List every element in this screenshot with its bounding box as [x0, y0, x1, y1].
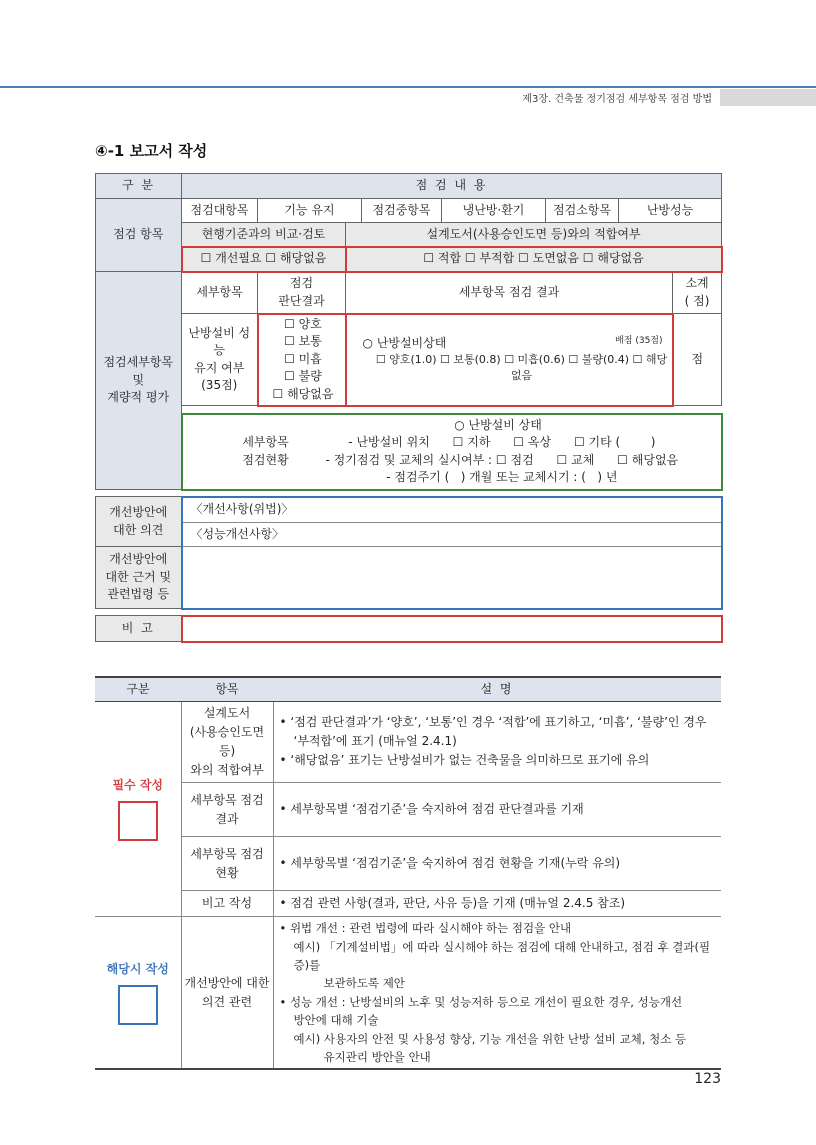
- check-item-label: 점검 항목: [96, 199, 182, 272]
- remark-label: 비 고: [96, 616, 182, 642]
- judge-header: 점검 판단결과: [258, 272, 346, 314]
- eval-label: 점검세부항목 및 계량적 평가: [96, 272, 182, 490]
- desc-row-text: • 세부항목별 ‘점검기준’을 숙지하여 점검 현황을 기재(누락 유의): [273, 837, 721, 891]
- desc-row-item: 설계도서 (사용승인도면 등) 와의 적합여부: [181, 701, 273, 783]
- gubun-header: 구 분: [96, 174, 182, 199]
- compare-checkboxes[interactable]: ☐ 개선필요 ☐ 해당없음: [182, 247, 346, 272]
- opinion-violation-field[interactable]: 〈개선사항(위법)〉: [182, 497, 722, 523]
- desc-item-header: 항목: [181, 677, 273, 701]
- minor-item-value: 난방성능: [619, 199, 722, 223]
- middle-item-value: 냉난방·환기: [442, 199, 546, 223]
- desc-row-text: • ‘점검 판단결과’가 ‘양호’, ‘보통’인 경우 ‘적합’에 표기하고, ‘미흡’, ‘불량’인 경우 ‘부적합’에 표기 (매뉴얼 2.4.1) • ‘해당없음’ 표기는 난방설비가 없는 건축물을 의미하므로 표기에 유의: [273, 701, 721, 783]
- sub-item-name: 난방설비 성능 유지 여부 (35점): [182, 314, 258, 406]
- blue-box-icon: [118, 985, 158, 1025]
- minor-item-label: 점검소항목: [546, 199, 619, 223]
- description-table: [95, 676, 721, 1070]
- status-label: 세부항목 점검현황: [242, 435, 289, 467]
- judge-checkboxes[interactable]: ☐ 양호 ☐ 보통 ☐ 미흡 ☐ 불량 ☐ 해당없음: [258, 314, 346, 406]
- content-header: 점 검 내 용: [182, 174, 722, 199]
- section-title: ④-1 보고서 작성: [95, 142, 208, 160]
- required-legend: 필수 작성: [95, 701, 181, 917]
- design-label: 설계도서(사용승인도면 등)와의 적합여부: [346, 223, 722, 247]
- opinion-performance-field[interactable]: 〈성능개선사항〉: [182, 523, 722, 547]
- desc-row-text: • 위법 개선 : 관련 법령에 따라 실시해야 하는 점검을 안내 예시) 「기계설비법」에 따라 실시해야 하는 점검에 대해 안내하고, 점검 후 결과(필증)를 보관하도록 제안 • 성능 개선 : 난방설비의 노후 및 성능저하 등으로 개선이 필요한 경우, 성능개선 방안에 대해 기술 예시) 사용자의 안전 및 사용성 향상, 기능 개선을 위한 난방 설비 교체, 청소 등 유지관리 방안을 안내: [273, 917, 721, 1070]
- middle-item-label: 점검중항목: [362, 199, 442, 223]
- subtotal-header: 소계 ( 점): [673, 272, 722, 314]
- heating-condition-cell[interactable]: [346, 314, 673, 406]
- desc-row-item: 세부항목 점검 현황: [181, 837, 273, 891]
- chapter-title: 제3장. 건축물 정기점검 세부항목 점검 방법: [522, 94, 712, 105]
- compare-label: 현행기준과의 비교·검토: [182, 223, 346, 247]
- condition-title: ○ 난방설비상태: [362, 335, 447, 350]
- desc-row-text: • 점검 관련 사항(결과, 판단, 사유 등)을 기재 (매뉴얼 2.4.5 참조): [273, 891, 721, 917]
- condition-score: 배점 (35점): [615, 335, 663, 346]
- desc-row-item: 비고 작성: [181, 891, 273, 917]
- design-checkboxes[interactable]: ☐ 적합 ☐ 부적합 ☐ 도면없음 ☐ 해당없음: [346, 247, 722, 272]
- desc-row-item: 세부항목 점검 결과: [181, 783, 273, 837]
- red-box-icon: [118, 801, 158, 841]
- status-cell[interactable]: 세부항목 점검현황 ○ 난방설비 상태 - 난방설비 위치 ☐ 지하 ☐ 옥상 ☐ 기타 ( ) - 정기점검 및 교체의 실시여부 : ☐ 점검 ☐ 교체 ☐ 해당없음 - 점검주기 ( ) 개월 또는 교체시기 : ( ) 년: [182, 414, 722, 490]
- subtotal-unit: 점: [673, 314, 722, 406]
- remark-field[interactable]: [182, 616, 722, 642]
- desc-row-item: 개선방안에 대한 의견 관련: [181, 917, 273, 1070]
- chapter-header: [522, 89, 816, 106]
- major-item-label: 점검대항목: [182, 199, 258, 223]
- header-rule: [0, 86, 816, 88]
- major-item-value: 기능 유지: [258, 199, 362, 223]
- basis-label: 개선방안에 대한 근거 및 관련법령 등: [96, 547, 182, 609]
- result-header: 세부항목 점검 결과: [346, 272, 673, 314]
- desc-row-text: • 세부항목별 ‘점검기준’을 숙지하여 점검 판단결과를 기재: [273, 783, 721, 837]
- opinion-label: 개선방안에 대한 의견: [96, 497, 182, 547]
- chapter-tab: [720, 89, 816, 106]
- sub-item-header: 세부항목: [182, 272, 258, 314]
- basis-field[interactable]: [182, 547, 722, 609]
- condition-checkboxes[interactable]: ☐ 양호(1.0) ☐ 보통(0.8) ☐ 미흡(0.6) ☐ 불량(0.4) ☐ 해당없음: [375, 353, 668, 383]
- report-form-table: [95, 173, 723, 643]
- desc-gubun-header: 구분: [95, 677, 181, 701]
- optional-legend: 해당시 작성: [95, 917, 181, 1070]
- page-number: 123: [694, 1071, 721, 1087]
- desc-desc-header: 설 명: [273, 677, 721, 701]
